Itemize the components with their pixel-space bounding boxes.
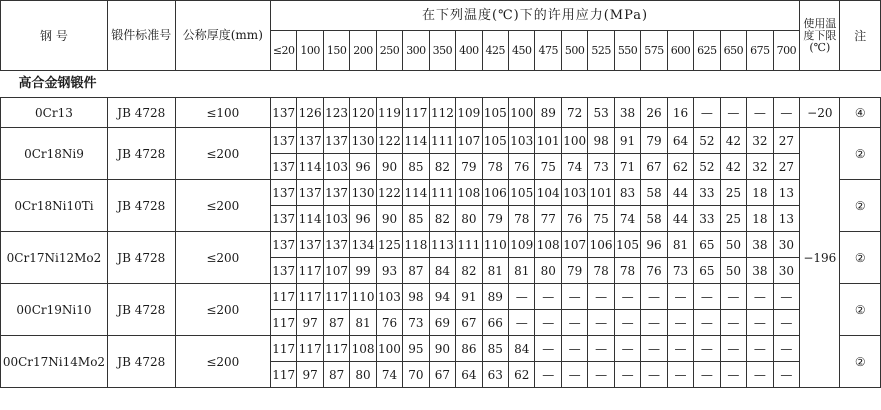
temperature-header: 500 [561, 31, 587, 71]
forging-standard: JB 4728 [107, 284, 175, 336]
stress-value: — [535, 284, 561, 310]
stress-value: 137 [323, 180, 349, 206]
stress-value: 105 [509, 180, 535, 206]
stress-value: 62 [509, 362, 535, 388]
nominal-thickness: ≤200 [175, 128, 270, 180]
stress-value: 104 [535, 180, 561, 206]
temperature-header: 300 [403, 31, 429, 71]
steel-grade: 00Cr17Ni14Mo2 [1, 336, 108, 388]
stress-value: 44 [667, 206, 693, 232]
stress-value: 32 [747, 128, 773, 154]
stress-value: 78 [509, 206, 535, 232]
header-forging-standard: 锻件标准号 [107, 1, 175, 71]
stress-value: — [509, 310, 535, 336]
stress-value: 97 [297, 310, 323, 336]
stress-value: 97 [297, 362, 323, 388]
stress-value: 25 [720, 180, 746, 206]
stress-value: 122 [376, 180, 402, 206]
header-steel-grade: 钢 号 [1, 1, 108, 71]
stress-value: 16 [667, 98, 693, 128]
stress-value: 18 [747, 180, 773, 206]
stress-value: — [694, 336, 720, 362]
stress-value: 112 [429, 98, 455, 128]
stress-value: 38 [614, 98, 640, 128]
stress-value: — [667, 362, 693, 388]
stress-value: 33 [694, 206, 720, 232]
stress-value: 100 [509, 98, 535, 128]
header-note: 注 [840, 1, 881, 71]
stress-value: — [535, 336, 561, 362]
steel-grade: 0Cr17Ni12Mo2 [1, 232, 108, 284]
note-cell [840, 284, 881, 336]
stress-value: 78 [614, 258, 640, 284]
stress-value: 117 [270, 284, 296, 310]
stress-value: — [747, 362, 773, 388]
stress-value: 96 [350, 206, 376, 232]
stress-value: — [614, 284, 640, 310]
stress-value: 126 [297, 98, 323, 128]
note-cell [840, 232, 881, 284]
stress-value: — [747, 284, 773, 310]
stress-value: 114 [403, 180, 429, 206]
stress-value: 76 [509, 154, 535, 180]
temperature-header: 150 [323, 31, 349, 71]
note-marker: ② [854, 146, 866, 161]
stress-value: 137 [270, 154, 296, 180]
stress-value: 67 [641, 154, 667, 180]
temperature-header: 100 [297, 31, 323, 71]
note-cell [840, 180, 881, 232]
stress-value: 89 [482, 284, 508, 310]
stress-value: 87 [403, 258, 429, 284]
temperature-header: 650 [720, 31, 746, 71]
stress-value: 106 [482, 180, 508, 206]
stress-value: 63 [482, 362, 508, 388]
stress-value: 58 [641, 180, 667, 206]
stress-value: 81 [509, 258, 535, 284]
stress-value: 38 [747, 258, 773, 284]
min-temperature-shared: −196 [800, 128, 840, 388]
stress-value: 108 [350, 336, 376, 362]
stress-value: — [694, 98, 720, 128]
stress-value: 44 [667, 180, 693, 206]
stress-value: 38 [747, 232, 773, 258]
stress-value: 108 [535, 232, 561, 258]
stress-value: 79 [482, 206, 508, 232]
stress-value: — [773, 284, 800, 310]
stress-value: — [641, 336, 667, 362]
stress-value: 70 [403, 362, 429, 388]
stress-value: — [614, 362, 640, 388]
stress-value: — [667, 336, 693, 362]
stress-value: 25 [720, 206, 746, 232]
stress-value: — [588, 284, 614, 310]
stress-value: 81 [350, 310, 376, 336]
stress-value: 113 [429, 232, 455, 258]
stress-value: — [614, 310, 640, 336]
stress-value: 82 [429, 154, 455, 180]
stress-value: 53 [588, 98, 614, 128]
stress-value: 96 [350, 154, 376, 180]
stress-value: — [667, 310, 693, 336]
stress-value: 76 [641, 258, 667, 284]
stress-value: 106 [588, 232, 614, 258]
stress-value: 27 [773, 154, 800, 180]
temperature-header: 625 [694, 31, 720, 71]
stress-value: — [588, 310, 614, 336]
stress-value: 81 [667, 232, 693, 258]
stress-value: — [720, 336, 746, 362]
header-stress-title: 在下列温度(℃)下的许用应力(MPa) [270, 1, 799, 31]
stress-value: 75 [535, 154, 561, 180]
stress-value: 74 [614, 206, 640, 232]
stress-value: 137 [270, 128, 296, 154]
stress-value: 110 [482, 232, 508, 258]
stress-value: 117 [297, 284, 323, 310]
stress-value: — [694, 310, 720, 336]
steel-grade: 0Cr18Ni9 [1, 128, 108, 180]
stress-value: — [694, 362, 720, 388]
stress-value: 137 [297, 180, 323, 206]
stress-value: 85 [403, 154, 429, 180]
stress-value: 90 [376, 206, 402, 232]
stress-value: 114 [297, 206, 323, 232]
steel-grade: 00Cr19Ni10 [1, 284, 108, 336]
section-title: 高合金钢锻件 [1, 71, 881, 98]
stress-value: 65 [694, 258, 720, 284]
stress-value: — [641, 362, 667, 388]
temperature-header: 400 [456, 31, 482, 71]
stress-value: 96 [641, 232, 667, 258]
stress-value: 110 [350, 284, 376, 310]
forging-standard: JB 4728 [107, 98, 175, 128]
stress-value: 52 [694, 154, 720, 180]
stress-value: — [641, 310, 667, 336]
note-marker: ② [854, 250, 866, 265]
stress-value: 93 [376, 258, 402, 284]
stress-value: 117 [297, 336, 323, 362]
temperature-header: 200 [350, 31, 376, 71]
stress-value: 119 [376, 98, 402, 128]
forging-standard: JB 4728 [107, 336, 175, 388]
stress-value: — [509, 284, 535, 310]
stress-value: 111 [456, 232, 482, 258]
stress-value: 105 [482, 128, 508, 154]
note-marker: ② [854, 354, 866, 369]
stress-value: 71 [614, 154, 640, 180]
stress-value: — [720, 98, 746, 128]
stress-value: — [747, 310, 773, 336]
stress-value: — [773, 310, 800, 336]
stress-value: 100 [561, 128, 587, 154]
stress-value: — [561, 284, 587, 310]
stress-value: 137 [297, 232, 323, 258]
stress-value: 27 [773, 128, 800, 154]
stress-value: 82 [456, 258, 482, 284]
temperature-header: ≤20 [270, 31, 296, 71]
note-cell [840, 98, 881, 128]
stress-value: 67 [429, 362, 455, 388]
temperature-header: 550 [614, 31, 640, 71]
temperature-header: 475 [535, 31, 561, 71]
stress-value: 137 [270, 258, 296, 284]
table-row [1, 98, 881, 128]
stress-value: 85 [482, 336, 508, 362]
stress-value: 114 [403, 128, 429, 154]
table-row [1, 336, 881, 362]
stress-value: 130 [350, 180, 376, 206]
stress-value: 58 [641, 206, 667, 232]
steel-grade: 0Cr13 [1, 98, 108, 128]
stress-value: 107 [561, 232, 587, 258]
stress-value: 108 [456, 180, 482, 206]
stress-value: 26 [641, 98, 667, 128]
forging-standard: JB 4728 [107, 232, 175, 284]
stress-value: 107 [323, 258, 349, 284]
stress-value: — [720, 310, 746, 336]
stress-value: 137 [270, 98, 296, 128]
stress-value: 87 [323, 310, 349, 336]
note-cell [840, 336, 881, 388]
stress-value: — [641, 284, 667, 310]
stress-value: 109 [456, 98, 482, 128]
stress-value: — [614, 336, 640, 362]
stress-value: 62 [667, 154, 693, 180]
stress-value: 80 [535, 258, 561, 284]
stress-value: 84 [509, 336, 535, 362]
stress-value: 64 [667, 128, 693, 154]
stress-value: 81 [482, 258, 508, 284]
stress-value: 86 [456, 336, 482, 362]
stress-value: 85 [403, 206, 429, 232]
stress-value: 103 [323, 154, 349, 180]
stress-value: 79 [641, 128, 667, 154]
stress-value: 73 [588, 154, 614, 180]
table-row [1, 284, 881, 310]
forging-standard: JB 4728 [107, 180, 175, 232]
note-marker: ② [854, 198, 866, 213]
stress-value: 105 [614, 232, 640, 258]
stress-value: 83 [614, 180, 640, 206]
stress-value: — [747, 336, 773, 362]
stress-value: 117 [323, 336, 349, 362]
stress-value: — [694, 284, 720, 310]
stress-value: 122 [376, 128, 402, 154]
stress-value: 117 [323, 284, 349, 310]
temperature-header: 525 [588, 31, 614, 71]
stress-value: 95 [403, 336, 429, 362]
min-temperature: −20 [800, 98, 840, 128]
stress-value: — [773, 98, 800, 128]
note-marker: ② [854, 302, 866, 317]
stress-value: 74 [376, 362, 402, 388]
stress-value: 42 [720, 154, 746, 180]
stress-value: — [588, 336, 614, 362]
stress-value: 42 [720, 128, 746, 154]
stress-value: 117 [270, 310, 296, 336]
stress-value: 109 [509, 232, 535, 258]
stress-value: 125 [376, 232, 402, 258]
stress-value: 77 [535, 206, 561, 232]
stress-value: 87 [323, 362, 349, 388]
stress-value: 117 [403, 98, 429, 128]
stress-value: 117 [297, 258, 323, 284]
stress-value: 66 [482, 310, 508, 336]
nominal-thickness: ≤200 [175, 180, 270, 232]
nominal-thickness: ≤100 [175, 98, 270, 128]
stress-value: 64 [456, 362, 482, 388]
stress-value: 79 [561, 258, 587, 284]
stress-value: 13 [773, 206, 800, 232]
stress-value: 137 [270, 180, 296, 206]
stress-value: 90 [376, 154, 402, 180]
header-min-temperature: 使用温度下限(℃) [800, 1, 840, 71]
stress-value: 114 [297, 154, 323, 180]
stress-value: 32 [747, 154, 773, 180]
table-row [1, 232, 881, 258]
stress-value: 103 [509, 128, 535, 154]
stress-value: — [720, 362, 746, 388]
stress-value: 79 [456, 154, 482, 180]
stress-value: 98 [588, 128, 614, 154]
stress-value: 84 [429, 258, 455, 284]
stress-value: — [773, 336, 800, 362]
temperature-header: 250 [376, 31, 402, 71]
stress-value: 118 [403, 232, 429, 258]
note-marker: ④ [854, 105, 866, 120]
stress-value: 75 [588, 206, 614, 232]
nominal-thickness: ≤200 [175, 232, 270, 284]
stress-value: 50 [720, 258, 746, 284]
stress-value: 73 [667, 258, 693, 284]
stress-value: 30 [773, 232, 800, 258]
nominal-thickness: ≤200 [175, 336, 270, 388]
stress-value: 78 [482, 154, 508, 180]
stress-value: 80 [456, 206, 482, 232]
stress-value: 33 [694, 180, 720, 206]
stress-value: 76 [561, 206, 587, 232]
stress-value: 117 [270, 362, 296, 388]
stress-value: 117 [270, 336, 296, 362]
stress-value: 137 [323, 128, 349, 154]
stress-value: 120 [350, 98, 376, 128]
stress-value: 137 [323, 232, 349, 258]
stress-value: 137 [270, 206, 296, 232]
stress-value: 99 [350, 258, 376, 284]
stress-value: 130 [350, 128, 376, 154]
stress-value: 30 [773, 258, 800, 284]
stress-value: 74 [561, 154, 587, 180]
forging-standard: JB 4728 [107, 128, 175, 180]
stress-value: 134 [350, 232, 376, 258]
stress-value: 103 [323, 206, 349, 232]
stress-value: 73 [403, 310, 429, 336]
stress-value: 72 [561, 98, 587, 128]
nominal-thickness: ≤200 [175, 284, 270, 336]
stress-value: 91 [614, 128, 640, 154]
stress-value: — [561, 362, 587, 388]
temperature-header: 350 [429, 31, 455, 71]
stress-value: 111 [429, 128, 455, 154]
stress-value: 80 [350, 362, 376, 388]
stress-value: 18 [747, 206, 773, 232]
stress-value: — [720, 284, 746, 310]
stress-value: 101 [588, 180, 614, 206]
stress-value: 91 [456, 284, 482, 310]
stress-value: 65 [694, 232, 720, 258]
temperature-header: 700 [773, 31, 800, 71]
stress-value: 137 [270, 232, 296, 258]
stress-value: 78 [588, 258, 614, 284]
stress-value: — [667, 284, 693, 310]
stress-value: — [535, 310, 561, 336]
stress-value: 111 [429, 180, 455, 206]
stress-value: 103 [376, 284, 402, 310]
stress-value: — [561, 310, 587, 336]
stress-value: 90 [429, 336, 455, 362]
temperature-header: 575 [641, 31, 667, 71]
stress-value: — [535, 362, 561, 388]
stress-value: 13 [773, 180, 800, 206]
table-row [1, 180, 881, 206]
stress-value: 107 [456, 128, 482, 154]
stress-value: 67 [456, 310, 482, 336]
steel-grade: 0Cr18Ni10Ti [1, 180, 108, 232]
stress-value: — [747, 98, 773, 128]
stress-value: 52 [694, 128, 720, 154]
temperature-header: 450 [509, 31, 535, 71]
stress-value: — [588, 362, 614, 388]
stress-value: 89 [535, 98, 561, 128]
stress-value: — [773, 362, 800, 388]
temperature-header: 425 [482, 31, 508, 71]
header-nominal-thickness: 公称厚度(mm) [175, 1, 270, 71]
stress-value: 50 [720, 232, 746, 258]
stress-value: 103 [561, 180, 587, 206]
stress-value: — [561, 336, 587, 362]
stress-value: 82 [429, 206, 455, 232]
stress-value: 105 [482, 98, 508, 128]
temperature-header: 675 [747, 31, 773, 71]
stress-value: 94 [429, 284, 455, 310]
stress-value: 100 [376, 336, 402, 362]
stress-value: 101 [535, 128, 561, 154]
table-row [1, 128, 881, 154]
stress-value: 123 [323, 98, 349, 128]
stress-value: 137 [297, 128, 323, 154]
stress-value: 98 [403, 284, 429, 310]
stress-value: 69 [429, 310, 455, 336]
temperature-header: 600 [667, 31, 693, 71]
note-cell [840, 128, 881, 180]
stress-value: 76 [376, 310, 402, 336]
